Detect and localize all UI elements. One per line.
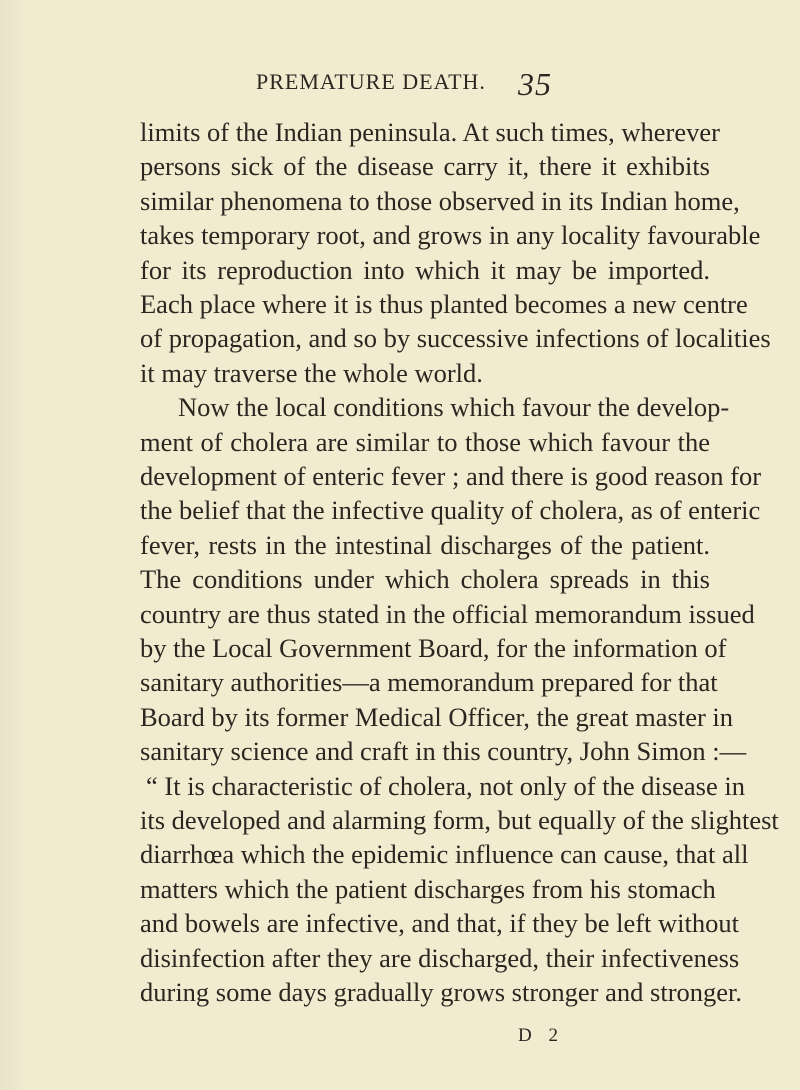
text-line: the belief that the infective quality of cholera, as of enteric [140, 495, 761, 526]
text-line: limits of the Indian peninsula. At such times, wherever [140, 117, 720, 147]
text-line: development of enteric fever ; and there is good reason for [140, 461, 762, 491]
running-head [0, 62, 800, 102]
text-line: its developed and alarming form, but equally of the slightest [140, 805, 779, 835]
text-line: matters which the patient discharges from his stomach [140, 873, 716, 904]
text-line: and bowels are infective, and that, if they be left without [140, 908, 739, 939]
text-line: The conditions under which cholera spreads in this [140, 564, 710, 595]
text-line: similar phenomena to those observed in its Indian home, [140, 185, 740, 216]
text-line: disinfection after they are discharged, their infectiveness [140, 942, 740, 973]
text-line: diarrhœa which the epidemic influence can cause, that all [140, 839, 749, 870]
text-line: sanitary science and craft in this country, John Simon :— [140, 736, 747, 767]
text-line: ment of cholera are similar to those which favour the [140, 426, 710, 457]
text-line: takes temporary root, and grows in any locality favourable [140, 220, 761, 251]
text-line: by the Local Government Board, for the information of [140, 633, 727, 663]
text-line: for its reproduction into which it may be imported. [140, 254, 710, 285]
text-line: fever, rests in the intestinal discharges of the patient. [140, 529, 710, 560]
text-line: sanitary authorities—a memorandum prepared for that [140, 667, 718, 698]
text-line: country are thus stated in the official memorandum issued [140, 598, 755, 629]
text-line: persons sick of the disease carry it, there it exhibits [140, 151, 710, 182]
running-title: PREMATURE DEATH. [256, 69, 486, 94]
text-line: Now the local conditions which favour the develop- [178, 392, 730, 423]
text-line: of propagation, and so by successive infections of localities [140, 323, 771, 354]
text-line: Board by its former Medical Officer, the great master in [140, 701, 734, 732]
signature-mark: D 2 [518, 1025, 564, 1046]
text-line: during some days gradually grows stronger and stronger. [140, 977, 743, 1007]
text-line: it may traverse the whole world. [140, 357, 483, 388]
page-number: 35 [518, 66, 552, 102]
text-line: “ It is characteristic of cholera, not only of the disease in [146, 770, 745, 801]
text-line: Each place where it is thus planted becomes a new centre [140, 289, 748, 319]
